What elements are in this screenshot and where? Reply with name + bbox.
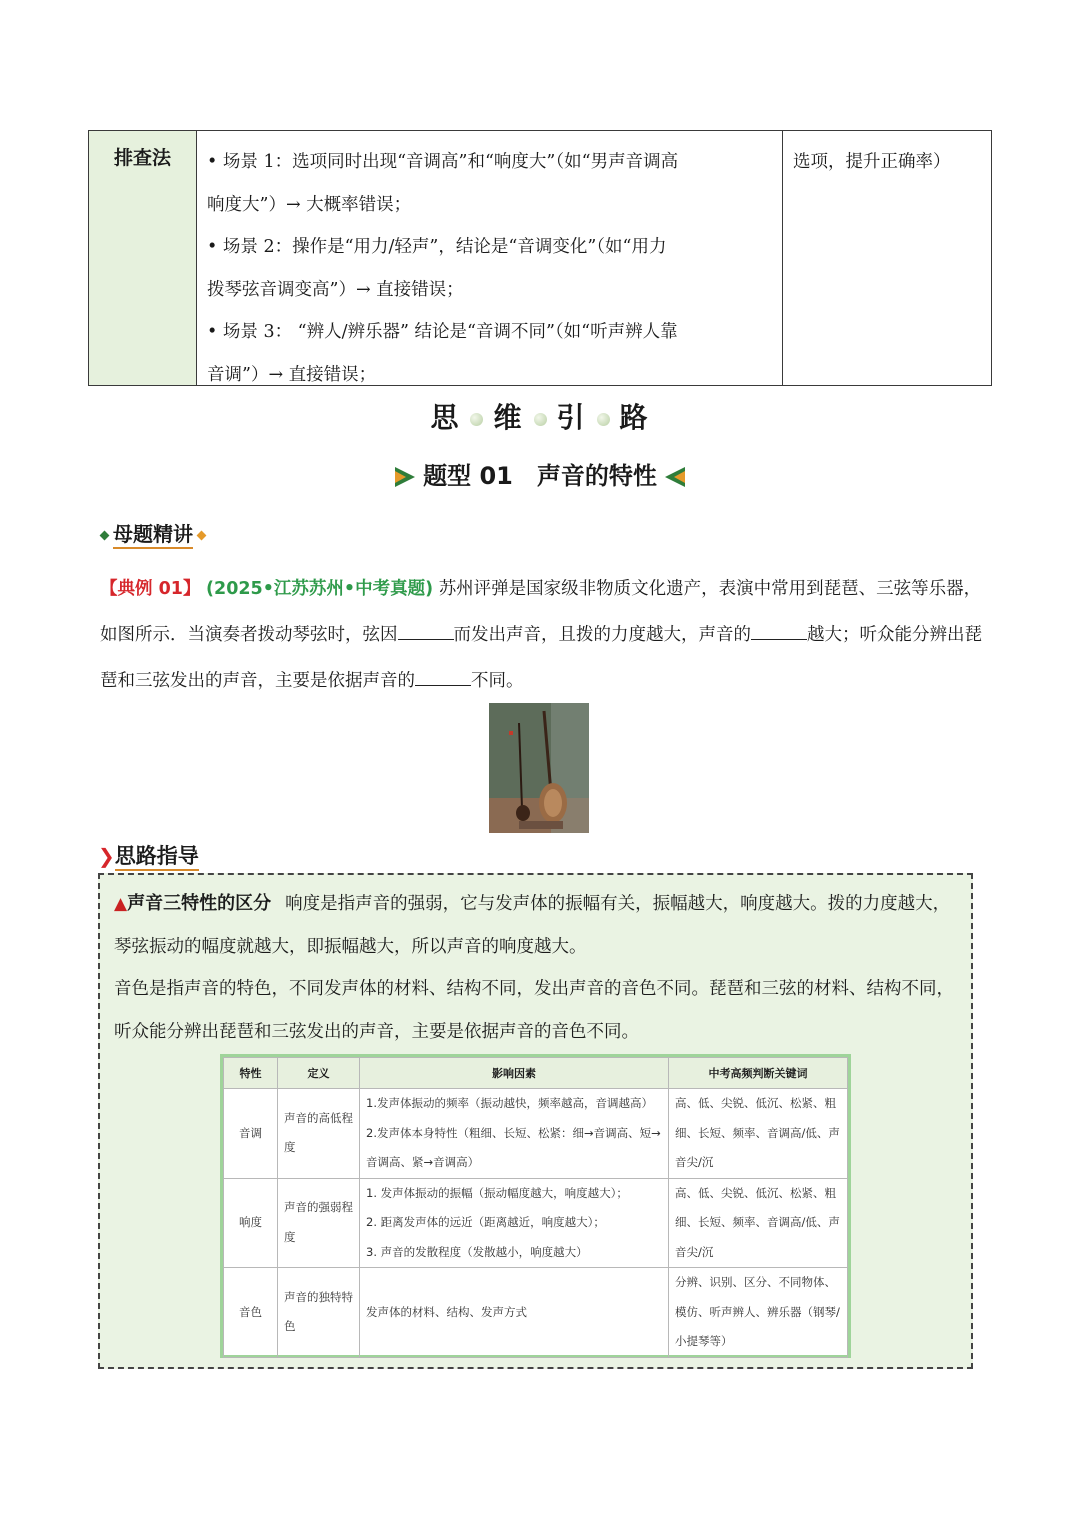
- heading-char: 引: [556, 401, 587, 434]
- example-text: 而发出声音，且拨的力度越大，声音的: [453, 625, 751, 645]
- sound-characteristics-table: [220, 1054, 851, 1358]
- table-cell: 音色: [224, 1268, 278, 1358]
- question-type-title: [0, 456, 1080, 491]
- example-tag: 【典例 01】: [100, 579, 201, 599]
- heading-char: 思: [430, 401, 461, 434]
- diamond-icon: [197, 531, 207, 541]
- scenario-line: • 场景 2：操作是“用力/轻声”，结论是“音调变化”（如“用力: [207, 237, 667, 257]
- example-text: 越大；听众能分辨出琵琶和三弦发出的声音，主要是依据声音的: [100, 625, 982, 691]
- heading-char: 维: [493, 401, 524, 434]
- section-mother: [96, 518, 210, 547]
- table-header: 定义: [278, 1058, 360, 1089]
- guidance-para: 音色是指声音的特色，不同发声体的材料、结构不同，发出声音的音色不同。琵琶和三弦的材料、结构不同，听众能分辨出琵琶和三弦发出的声音，主要是依据声音的音色不同。: [114, 979, 954, 1042]
- factor-line: 1. 发声体振动的振幅（振动幅度越大，响度越大）；: [366, 1185, 628, 1200]
- table-cell: [360, 1268, 669, 1358]
- example-text: 苏州评弹是国家级非物质文化遗产，表演中常用到琵琶、三弦等乐器，如图所示．当演奏者拨动琴弦时，弦因: [100, 579, 982, 645]
- table-cell: [360, 1178, 669, 1268]
- dot-icon: [470, 413, 483, 426]
- dot-icon: [597, 413, 610, 426]
- table-cell: 分辨、识别、区分、不同物体、模仿、听声辨人、辨乐器（钢琴/小提琴等）: [669, 1268, 848, 1358]
- example-text: 不同。: [471, 671, 524, 691]
- scenario-line: • 场景 1：选项同时出现“音调高”和“响度大”（如“男声音调高: [207, 152, 679, 172]
- factor-line: 3. 声音的发散程度（发散越小，响度越大）: [366, 1244, 588, 1259]
- section-mother-label: 母题精讲: [113, 522, 193, 549]
- example-source: (2025•江苏苏州•中考真题): [206, 579, 434, 599]
- table-cell: 响度: [224, 1178, 278, 1268]
- scenario-line: 拨琴弦音调变高”）→ 直接错误；: [207, 279, 464, 300]
- scenario-line: 音调”）→ 直接错误；: [207, 364, 377, 385]
- method-scenarios: [197, 131, 783, 385]
- scenario-line: 响度大”）→ 大概率错误；: [207, 194, 412, 215]
- scenario-line: • 场景 3： “辨人/辨乐器” 结论是“音调不同”（如“听声辨人靠: [207, 322, 678, 342]
- method-table: [88, 130, 992, 386]
- factor-line: 1.发声体振动的频率（振动越快，频率越高，音调越高）: [366, 1096, 653, 1110]
- table-cell: [360, 1089, 669, 1179]
- guidance-para: 响度是指声音的强弱，它与发声体的振幅有关，振幅越大，响度越大。拨的力度越大，琴弦振动的幅度就越大，即振幅越大，所以声音的响度越大。: [114, 894, 951, 957]
- answer-blank[interactable]: [415, 667, 471, 686]
- diamond-icon: [100, 531, 110, 541]
- heading-char: 路: [619, 401, 650, 434]
- table-row: [224, 1268, 848, 1358]
- table-cell: 高、低、尖锐、低沉、松紧、粗细、长短、频率、音调高/低、声音尖/沉: [669, 1089, 848, 1179]
- guidance-title: 声音三特性的区分: [127, 893, 272, 914]
- table-row: [224, 1178, 848, 1268]
- warning-icon: ▲: [114, 894, 128, 914]
- factor-line: 2. 距离发声体的远近（距离越近，响度越大）；: [366, 1215, 605, 1229]
- instrument-photo: [489, 703, 589, 833]
- question-type-text: 题型 01 声音的特性: [423, 462, 657, 490]
- table-header: 影响因素: [360, 1058, 669, 1089]
- answer-blank[interactable]: [398, 621, 454, 640]
- triangle-right-icon: [395, 467, 415, 487]
- answer-blank[interactable]: [751, 621, 807, 640]
- chevron-right-icon: ❯: [98, 844, 115, 868]
- table-header: 中考高频判断关键词: [669, 1058, 848, 1089]
- factor-line: 2.发声体本身特性（粗细、长短、松紧：细→音调高、短→音调高、紧→音调高）: [366, 1125, 661, 1169]
- triangle-left-icon: [665, 467, 685, 487]
- table-cell: 高、低、尖锐、低沉、松紧、粗细、长短、频率、音调高/低、声音尖/沉: [669, 1178, 848, 1268]
- pipa-sanxian-image: [489, 703, 589, 833]
- example-paragraph: [100, 566, 990, 704]
- dot-icon: [534, 413, 547, 426]
- table-cell: 音调: [224, 1089, 278, 1179]
- table-header: 特性: [224, 1058, 278, 1089]
- table-cell: 声音的高低程度: [278, 1089, 360, 1179]
- section-guide-label: 思路指导: [115, 844, 199, 871]
- guidance-text: [114, 883, 964, 1053]
- section-guide: [98, 840, 199, 870]
- table-cell: 声音的强弱程度: [278, 1178, 360, 1268]
- table-row: [224, 1089, 848, 1179]
- section-heading-thinking: [0, 396, 1080, 436]
- table-cell: 声音的独特特色: [278, 1268, 360, 1358]
- factor-line: 发声体的材料、结构、发声方式: [366, 1304, 527, 1319]
- method-label: 排查法: [89, 131, 197, 385]
- method-note: 选项，提升正确率）: [793, 152, 951, 172]
